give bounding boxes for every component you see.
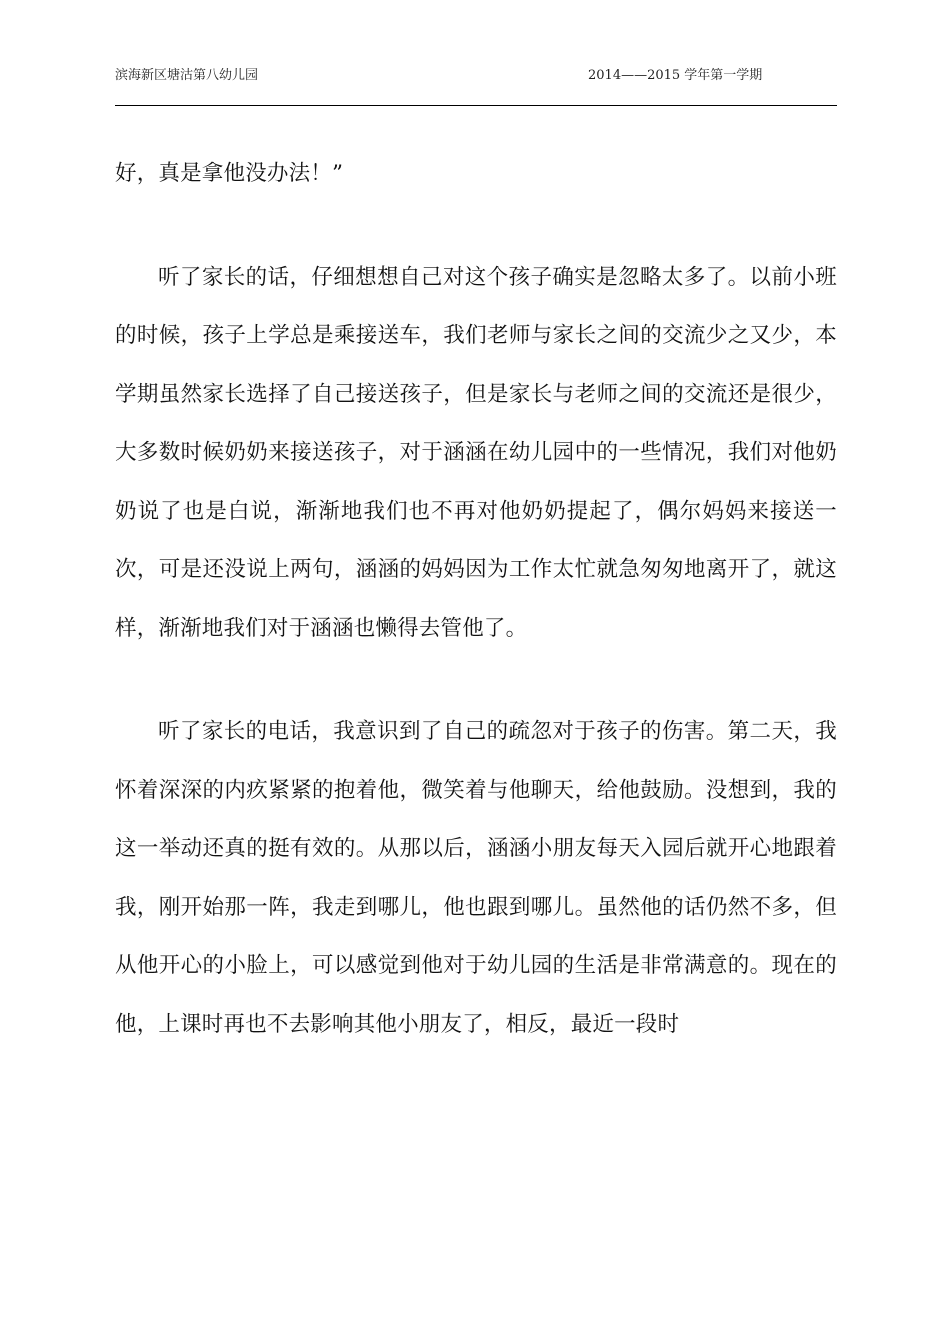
paragraph: 听了家长的话，仔细想想自己对这个孩子确实是忽略太多了。以前小班的时候，孩子上学总是乘接送车，我们老师与家长之间的交流少之又少，本学期虽然家长选择了自己接送孩子，但是家长与老师之间的交流还是很少，大多数时候奶奶来接送孩子，对于涵涵在幼儿园中的一些情况，我们对他奶奶说了也是白说，渐渐地我们也不再对他奶奶提起了，偶尔妈妈来接送一次，可是还没说上两句，涵涵的妈妈因为工作太忙就急匆匆地离开了，就这样，渐渐地我们对于涵涵也懒得去管他了。	[115, 264, 837, 641]
paragraph-gap	[115, 204, 837, 249]
paragraph: 听了家长的电话，我意识到了自己的疏忽对于孩子的伤害。第二天，我怀着深深的内疚紧紧的抱着他，微笑着与他聊天，给他鼓励。没想到，我的这一举动还真的挺有效的。从那以后，涵涵小朋友每天入园后就开心地跟着我，刚开始那一阵，我走到哪儿，他也跟到哪儿。虽然他的话仍然不多，但从他开心的小脸上，可以感觉到他对于幼儿园的生活是非常满意的。现在的他，上课时再也不去影响其他小朋友了，相反，最近一段时	[115, 719, 837, 1037]
page-header	[115, 66, 837, 106]
paragraph-continued: 好，真是拿他没办法！”	[115, 161, 344, 186]
paragraph-gap	[115, 658, 837, 703]
header-term: 2014——2015 学年第一学期	[588, 68, 763, 83]
header-school-name: 滨海新区塘沽第八幼儿园	[115, 68, 259, 83]
document-body	[115, 145, 837, 1054]
